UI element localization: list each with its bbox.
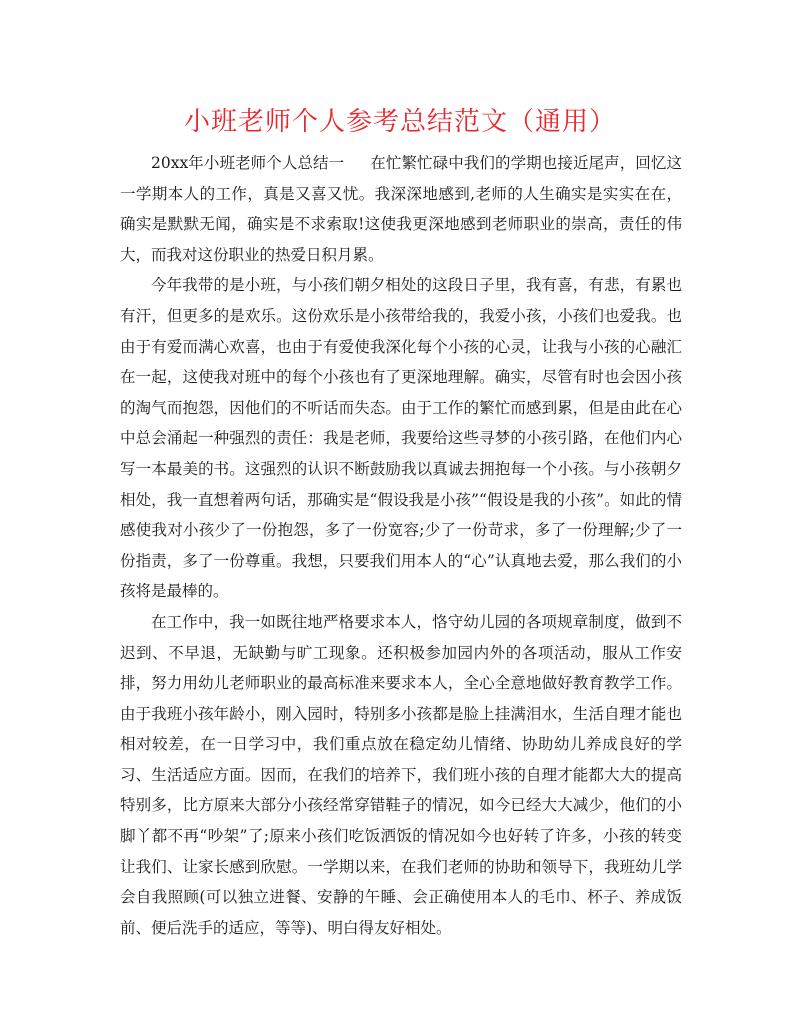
document-title: 小班老师个人参考总结范文（通用） <box>183 107 616 137</box>
paragraph-2: 今年我带的是小班，与小孩们朝夕相处的这段日子里，我有喜，有悲，有累也有汗，但更多的是欢乐。这份欢乐是小孩带给我的，我爱小孩，小孩们也爱我。也由于有爱而满心欢喜，也由于有爱使我深化每个小孩的心灵，让我与小孩的心融汇在一起，这使我对班中的每个小孩也有了更深地理解。确实，尽管有时也会因小孩的淘气而抱怨，因他们的不听话而失态。由于工作的繁忙而感到累，但是由此在心中总会涌起一种强烈的责任：我是老师，我要给这些寻梦的小孩引路，在他们内心写一本最美的书。这强烈的认识不断鼓励我以真诚去拥抱每一个小孩。与小孩朝夕相处，我一直想着两句话，那确实是“假设我是小孩”“假设是我的小孩”。如此的情感使我对小孩少了一份抱怨，多了一份宽容;少了一份苛求，多了一份理解;少了一份指责，多了一份尊重。我想，只要我们用本人的“心”认真地去爱，那么我们的小孩将是最棒的。 <box>120 276 682 601</box>
paragraph-1-text: 在忙繁忙碌中我们的学期也接近尾声，回忆这一学期本人的工作，真是又喜又忧。我深深地感到,老师的人生确实是实实在在，确实是默默无闻，确实是不求索取!这使我更深地感到老师职业的崇高，责任的伟大，而我对这份职业的热爱日积月累。 <box>120 154 682 264</box>
paragraph-1 <box>120 148 682 270</box>
paragraph-3: 在工作中，我一如既往地严格要求本人，恪守幼儿园的各项规章制度，做到不迟到、不早退，无缺勤与旷工现象。还积极参加园内外的各项活动，服从工作安排，努力用幼儿老师职业的最高标准来要求本人，全心全意地做好教育教学工作。由于我班小孩年龄小，刚入园时，特别多小孩都是脸上挂满泪水，生活自理才能也相对较差，在一日学习中，我们重点放在稳定幼儿情绪、协助幼儿养成良好的学习、生活适应方面。因而，在我们的培养下，我们班小孩的自理才能都大大的提高特别多，比方原来大部分小孩经常穿错鞋子的情况，如今已经大大减少，他们的小脚丫都不再“吵架”了;原来小孩们吃饭洒饭的情况如今也好转了许多，小孩的转变让我们、让家长感到欣慰。一学期以来，在我们老师的协助和领导下，我班幼儿学会自我照顾(可以独立进餐、安静的午睡、会正确使用本人的毛巾、杯子、养成饭前、便后洗手的适应，等等)、明白得友好相处。 <box>120 612 682 937</box>
document-body <box>120 148 682 943</box>
paragraph-1-lead: 20xx年小班老师个人总结一 <box>151 154 345 172</box>
